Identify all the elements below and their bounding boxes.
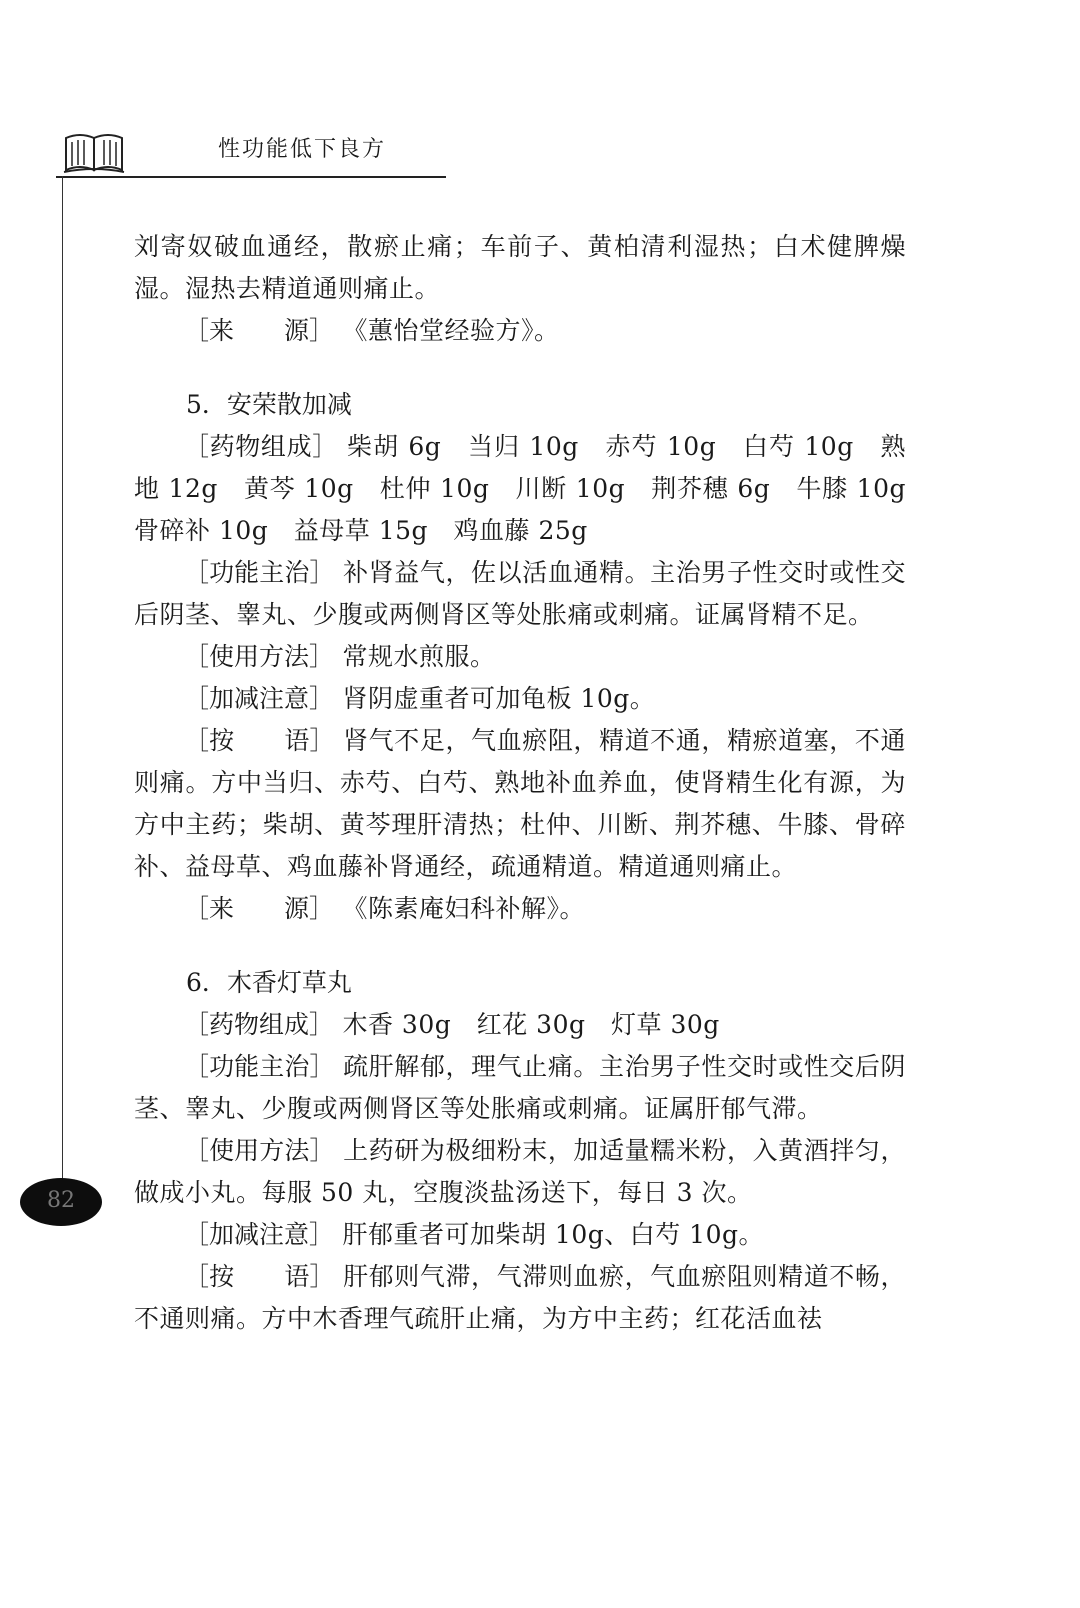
- usage-text: 常规水煎服。: [342, 642, 496, 671]
- entry-title: 6．木香灯草丸: [186, 968, 352, 997]
- function-paragraph: [134, 1046, 906, 1130]
- commentary-label: ［按 语］: [184, 1262, 335, 1291]
- commentary-label: ［按 语］: [184, 726, 335, 755]
- source-label: ［来 源］: [184, 316, 335, 345]
- header-rule: [56, 176, 446, 178]
- function-text: 补肾益气，佐以活血通精。主治男子性交时或性交后阴茎、睾丸、少腹或两侧肾区等处胀痛或刺痛。证属肾精不足。: [134, 558, 906, 629]
- page-number: 82: [47, 1188, 75, 1213]
- function-label: ［功能主治］: [184, 1052, 335, 1081]
- composition-label: ［药物组成］: [184, 1010, 335, 1039]
- page-body: [134, 226, 932, 1340]
- modification-label: ［加减注意］: [184, 1220, 335, 1249]
- source-text: 《蕙怡堂经验方》。: [342, 316, 560, 345]
- function-text: 疏肝解郁，理气止痛。主治男子性交时或性交后阴茎、睾丸、少腹或两侧肾区等处胀痛或刺痛。证属肝郁气滞。: [134, 1052, 906, 1123]
- continuation-source: [134, 310, 906, 352]
- modification-text: 肾阴虚重者可加龟板 10g。: [342, 684, 656, 713]
- usage-label: ［使用方法］: [184, 1136, 335, 1165]
- commentary-text: 肝郁则气滞，气滞则血瘀，气血瘀阻则精道不畅，不通则痛。方中木香理气疏肝止痛，为方中主药；红花活血祛: [134, 1262, 906, 1333]
- commentary-paragraph: [134, 720, 906, 888]
- composition-text: 柴胡 6g 当归 10g 赤芍 10g 白芍 10g 熟地 12g 黄芩 10g 杜仲 10g 川断 10g 荆芥穗 6g 牛膝 10g 骨碎补 10g 益母草 15g 鸡血藤 25g: [134, 432, 932, 545]
- book-icon: [62, 130, 126, 176]
- usage-paragraph: [134, 636, 906, 678]
- usage-text: 上药研为极细粉末，加适量糯米粉，入黄酒拌匀，做成小丸。每服 50 丸，空腹淡盐汤送下，每日 3 次。: [134, 1136, 906, 1207]
- function-paragraph: [134, 552, 906, 636]
- composition-paragraph: [134, 426, 932, 552]
- composition-paragraph: [134, 1004, 906, 1046]
- modification-text: 肝郁重者可加柴胡 10g、白芍 10g。: [342, 1220, 764, 1249]
- modification-paragraph: [134, 678, 906, 720]
- modification-label: ［加减注意］: [184, 684, 335, 713]
- usage-label: ［使用方法］: [184, 642, 335, 671]
- function-label: ［功能主治］: [184, 558, 335, 587]
- continuation-paragraph: 刘寄奴破血通经，散瘀止痛；车前子、黄柏清利湿热；白术健脾燥湿。湿热去精道通则痛止。: [134, 232, 906, 303]
- margin-rule: [62, 176, 63, 1196]
- commentary-paragraph: [134, 1256, 906, 1340]
- source-paragraph: [134, 888, 906, 930]
- composition-label: ［药物组成］: [184, 432, 338, 461]
- source-label: ［来 源］: [184, 894, 335, 923]
- commentary-text: 肾气不足，气血瘀阻，精道不通，精瘀道塞，不通则痛。方中当归、赤芍、白芍、熟地补血养血，使肾精生化有源，为方中主药；柴胡、黄芩理肝清热；杜仲、川断、荆芥穗、牛膝、骨碎补、益母草、鸡血藤补肾通经，疏通精道。精道通则痛止。: [134, 726, 906, 881]
- page-number-tab: [20, 1178, 102, 1226]
- running-title: 性功能低下良方: [218, 137, 387, 162]
- modification-paragraph: [134, 1214, 906, 1256]
- source-text: 《陈素庵妇科补解》。: [342, 894, 585, 923]
- usage-paragraph: [134, 1130, 906, 1214]
- entry-title: 5．安荣散加减: [186, 390, 352, 419]
- composition-text: 木香 30g 红花 30g 灯草 30g: [342, 1010, 720, 1039]
